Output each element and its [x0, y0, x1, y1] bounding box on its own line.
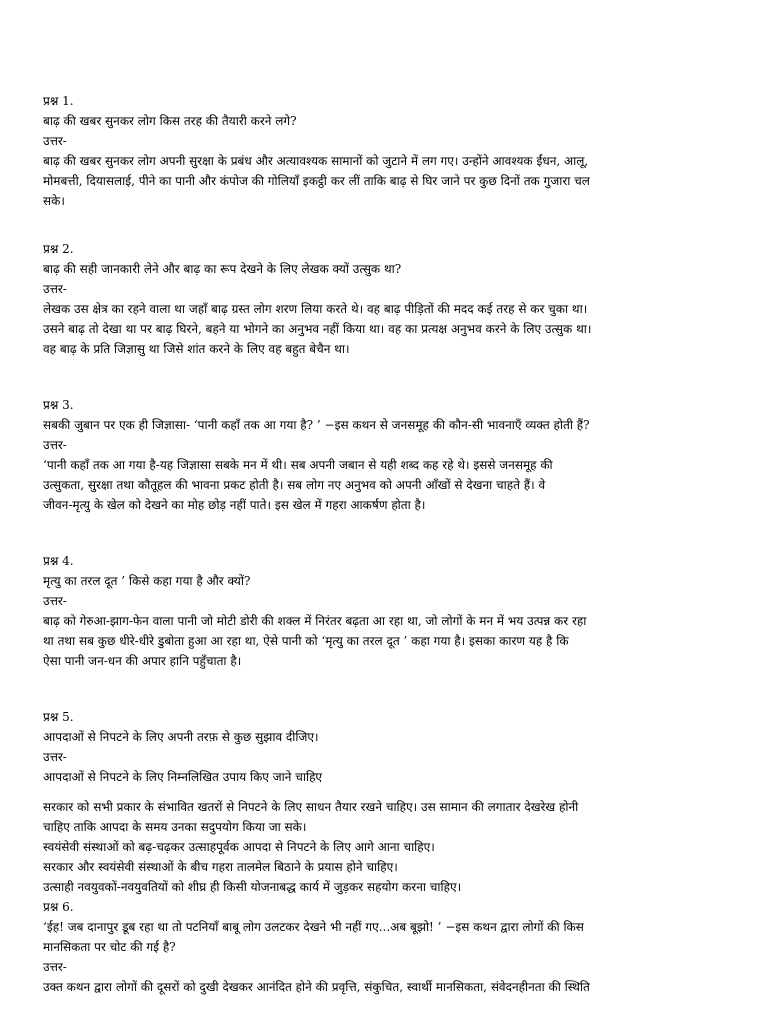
answer-line: उक्त कथन द्वारा लोगों की दूसरों को दुखी देखकर आनंदित होने की प्रवृत्ति, संकुचित, स्वार्थी मानसिकता, संवेदनहीनता की स्थिति [43, 980, 590, 994]
answer-line: ‘पानी कहाँ तक आ गया है-यह जिज्ञासा सबके मन में थी। सब अपनी जबान से यही शब्द कह रहे थे। इससे जनसमूह की [43, 458, 553, 472]
answer-label: उत्तर- [43, 134, 67, 148]
question-text: आपदाओं से निपटने के लिए अपनी तरफ़ से कुछ सुझाव दीजिए। [43, 730, 319, 744]
answer-label: उत्तर- [43, 960, 67, 974]
question-text: बाढ़ की खबर सुनकर लोग किस तरह की तैयारी करने लगे? [43, 114, 297, 128]
answer-line: बाढ़ की खबर सुनकर लोग अपनी सुरक्षा के प्रबंध और अत्यावश्यक सामानों को जुटाने में लग गए। उन्होंने आवश्यक ईंधन, आलू, [43, 154, 589, 168]
answer-line: ऐसा पानी जन-धन की अपार हानि पहुँचाता है। [43, 654, 242, 668]
answer-line: था तथा सब कुछ धीरे-धीरे डुबोता हुआ आ रहा था, ऐसे पानी को ‘मृत्यु का तरल दूत ’ कहा गया है। इसका कारण यह है कि [43, 634, 569, 648]
answer-line: उत्सुकता, सुरक्षा तथा कौतूहल की भावना प्रकट होती है। सब लोग नए अनुभव को अपनी आँखों से देखना चाहते हैं। वे [43, 478, 546, 492]
question-number: प्रश्न 3. [43, 398, 74, 412]
answer-label: उत्तर- [43, 750, 67, 764]
answer-line: सके। [43, 194, 65, 208]
answer-line: उसने बाढ़ तो देखा था पर बाढ़ घिरने, बहने या भोगने का अनुभव नहीं किया था। वह का प्रत्यक्ष अनुभव करने के लिए उत्सुक था। [43, 322, 592, 336]
question-text: मृत्यु का तरल दूत ’ किसे कहा गया है और क्यों? [43, 574, 251, 588]
question-number: प्रश्न 2. [43, 242, 74, 256]
question-number: प्रश्न 4. [43, 554, 74, 568]
answer-line: बाढ़ को गेरुआ-झाग-फेन वाला पानी जो मोटी डोरी की शक्ल में निरंतर बढ़ता आ रहा था, जो लोगों के मन में भय उत्पन्न कर रहा [43, 614, 587, 628]
question-number: प्रश्न 1. [43, 94, 74, 108]
suggestion-line: उत्साही नवयुवकों-नवयुवतियों को शीघ्र ही किसी योजनाबद्ध कार्य में जुड़कर सहयोग करना चाहिए। [43, 880, 462, 894]
suggestion-line: सरकार को सभी प्रकार के संभावित खतरों से निपटने के लिए साधन तैयार रखने चाहिए। उस सामान की लगातार देखरेख होनी [43, 800, 579, 814]
question-block-3 [43, 395, 733, 515]
question-number: प्रश्न 5. [43, 710, 74, 724]
answer-line: वह बाढ़ के प्रति जिज्ञासु था जिसे शांत करने के लिए वह बहुत बेचैन था। [43, 342, 350, 356]
question-number: प्रश्न 6. [43, 900, 74, 914]
suggestion-line: चाहिए ताकि आपदा के समय उनका सदुपयोग किया जा सके। [43, 820, 307, 834]
suggestion-line: स्वयंसेवी संस्थाओं को बढ़-चढ़कर उत्साहपूर्वक आपदा से निपटने के लिए आगे आना चाहिए। [43, 840, 435, 854]
question-block-6 [43, 897, 733, 997]
question-block-4 [43, 551, 733, 671]
answer-line: आपदाओं से निपटने के लिए निम्नलिखित उपाय किए जाने चाहिए [43, 770, 323, 784]
question-block-1 [43, 91, 733, 211]
question-text: ‘ईह! जब दानापुर डूब रहा था तो पटनियाँ बाबू लोग उलटकर देखने भी नहीं गए...अब बूझो! ’ −इस कथन द्वारा लोगों की किस [43, 920, 584, 934]
answer-label: उत्तर- [43, 594, 67, 608]
question-text: बाढ़ की सही जानकारी लेने और बाढ़ का रूप देखने के लिए लेखक क्यों उत्सुक था? [43, 262, 402, 276]
answer-line: जीवन-मृत्यु के खेल को देखने का मोह छोड़ नहीं पाते। इस खेल में गहरा आकर्षण होता है। [43, 498, 426, 512]
question-block-5 [43, 707, 733, 897]
answer-label: उत्तर- [43, 282, 67, 296]
question-text: मानसिकता पर चोट की गई है? [43, 940, 176, 954]
suggestion-line: सरकार और स्वयंसेवी संस्थाओं के बीच गहरा तालमेल बिठाने के प्रयास होने चाहिए। [43, 860, 398, 874]
answer-line: लेखक उस क्षेत्र का रहने वाला था जहाँ बाढ़ ग्रस्त लोग शरण लिया करते थे। वह बाढ़ पीड़ितों की मदद कई तरह से कर चुका था। [43, 302, 588, 316]
question-block-2 [43, 239, 733, 359]
answer-label: उत्तर- [43, 438, 67, 452]
document-page [43, 91, 733, 997]
answer-line: मोमबत्ती, दियासलाई, पीने का पानी और कंपोज की गोलियाँ इकट्ठी कर लीं ताकि बाढ़ से घिर जाने पर कुछ दिनों तक गुजारा चल [43, 174, 590, 188]
question-text: सबकी जुबान पर एक ही जिज्ञासा- ‘पानी कहाँ तक आ गया है? ’ −इस कथन से जनसमूह की कौन-सी भावनाएँ व्यक्त होती हैं? [43, 418, 590, 432]
